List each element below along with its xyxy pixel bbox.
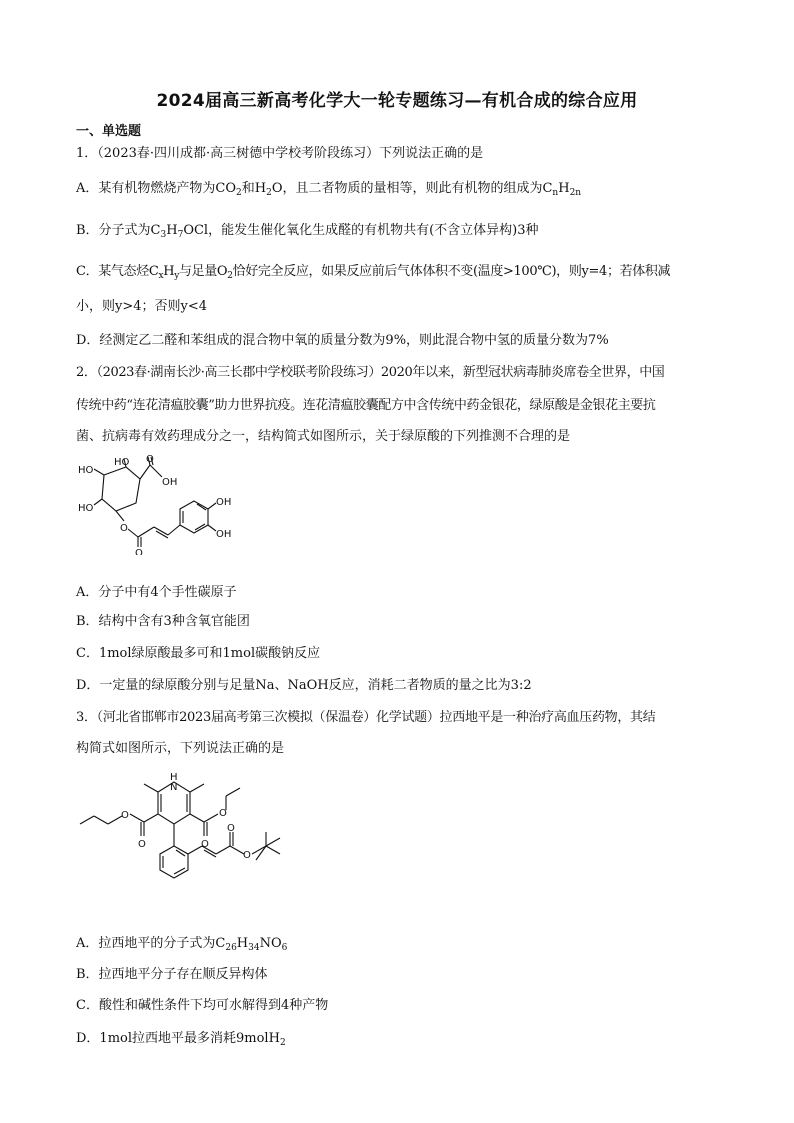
q2-stem-line3: 菌、抗病毒有效药理成分之一，结构简式如图所示，关于绿原酸的下列推测不合理的是 [76,429,571,444]
q1-stem: 1．（2023春·四川成都·高三树德中学校考阶段练习）下列说法正确的是 [76,146,484,161]
q1-option-b[interactable]: B．分子式为$C_3H_7OCl$，能发生催化氧化生成醛的有机物共有(不含立体异构)3种 [76,223,539,240]
q2-option-b[interactable]: B．结构中含有3种含氧官能团 [76,614,250,629]
q1-option-d[interactable]: D．经测定乙二醛和苯组成的混合物中氧的质量分数为9%，则此混合物中氢的质量分数为7% [76,333,609,348]
oh-label-3: OH [216,529,232,540]
oh-label-1: OH [162,477,178,488]
q2-option-c[interactable]: C．1mol绿原酸最多可和1mol碳酸钠反应 [76,646,321,661]
ho-label-3: HO [78,503,94,514]
o-label-c: O [219,808,227,819]
o-label-3: O [135,548,143,555]
o-label-a: O [121,810,129,821]
o-label-b: O [138,839,146,850]
q2-option-d[interactable]: D．一定量的绿原酸分别与足量Na、NaOH反应，消耗二者物质的量之比为3:2 [76,678,532,693]
q3-option-d[interactable]: D．1mol拉西地平最多消耗9molH$_2$ [76,1031,286,1048]
o-label-e: O [227,823,235,834]
q3-option-b[interactable]: B．拉西地平分子存在顺反异构体 [76,967,268,982]
q3-stem-line1: 3．（河北省邯郸市2023届高考第三次模拟（保温卷）化学试题）拉西地平是一种治疗高血压药物，其结 [76,710,656,725]
q3-stem-line2: 构简式如图所示，下列说法正确的是 [76,741,285,756]
q3-option-c[interactable]: C．酸性和碱性条件下均可水解得到4种产物 [76,998,329,1013]
q1-option-c-continued: 小，则y>4；否则y<4 [76,299,208,314]
q1-option-a[interactable]: A．某有机物燃烧产物为$CO_2$和$H_2O$，且二者物质的量相等，则此有机物的组成为$C_nH_{2n}$ [76,181,582,198]
h-label: H [170,772,178,783]
chlorogenic-acid-structure [76,455,246,555]
q1-option-c[interactable]: C．某气态烃$C_xH_y$与足量$O_2$恰好完全反应，如果反应前后气体体积不变(温度>100℃)，则y=4；若体积减 [76,264,671,281]
o-label-2: O [120,523,128,534]
o-label-f: O [243,850,251,861]
q3-option-a[interactable]: A．拉西地平的分子式为$C_{26}H_{34}NO_6$ [76,936,288,953]
oh-label-2: OH [216,497,232,508]
q2-stem-line2: 传统中药“连花清瘟胶囊”助力世界抗疫。连花清瘟胶囊配方中含传统中药金银花，绿原酸是金银花主要抗 [76,398,656,413]
o-label-d: O [201,839,209,850]
q2-option-a[interactable]: A．分子中有4个手性碳原子 [76,585,237,600]
lacidipine-structure [76,772,316,922]
n-label: N [170,782,178,793]
o-label-1: O [146,455,154,465]
page-title: 2024届高三新高考化学大一轮专题练习—有机合成的综合应用 [156,91,638,111]
q2-stem-line1: 2．（2023春·湖南长沙·高三长郡中学校联考阶段练习）2020年以来，新型冠状病毒肺炎席卷全世界，中国 [76,365,665,380]
section-heading: 一、单选题 [76,124,142,139]
ho-label-1: HO [114,457,130,468]
ho-label-2: HO [78,465,94,476]
